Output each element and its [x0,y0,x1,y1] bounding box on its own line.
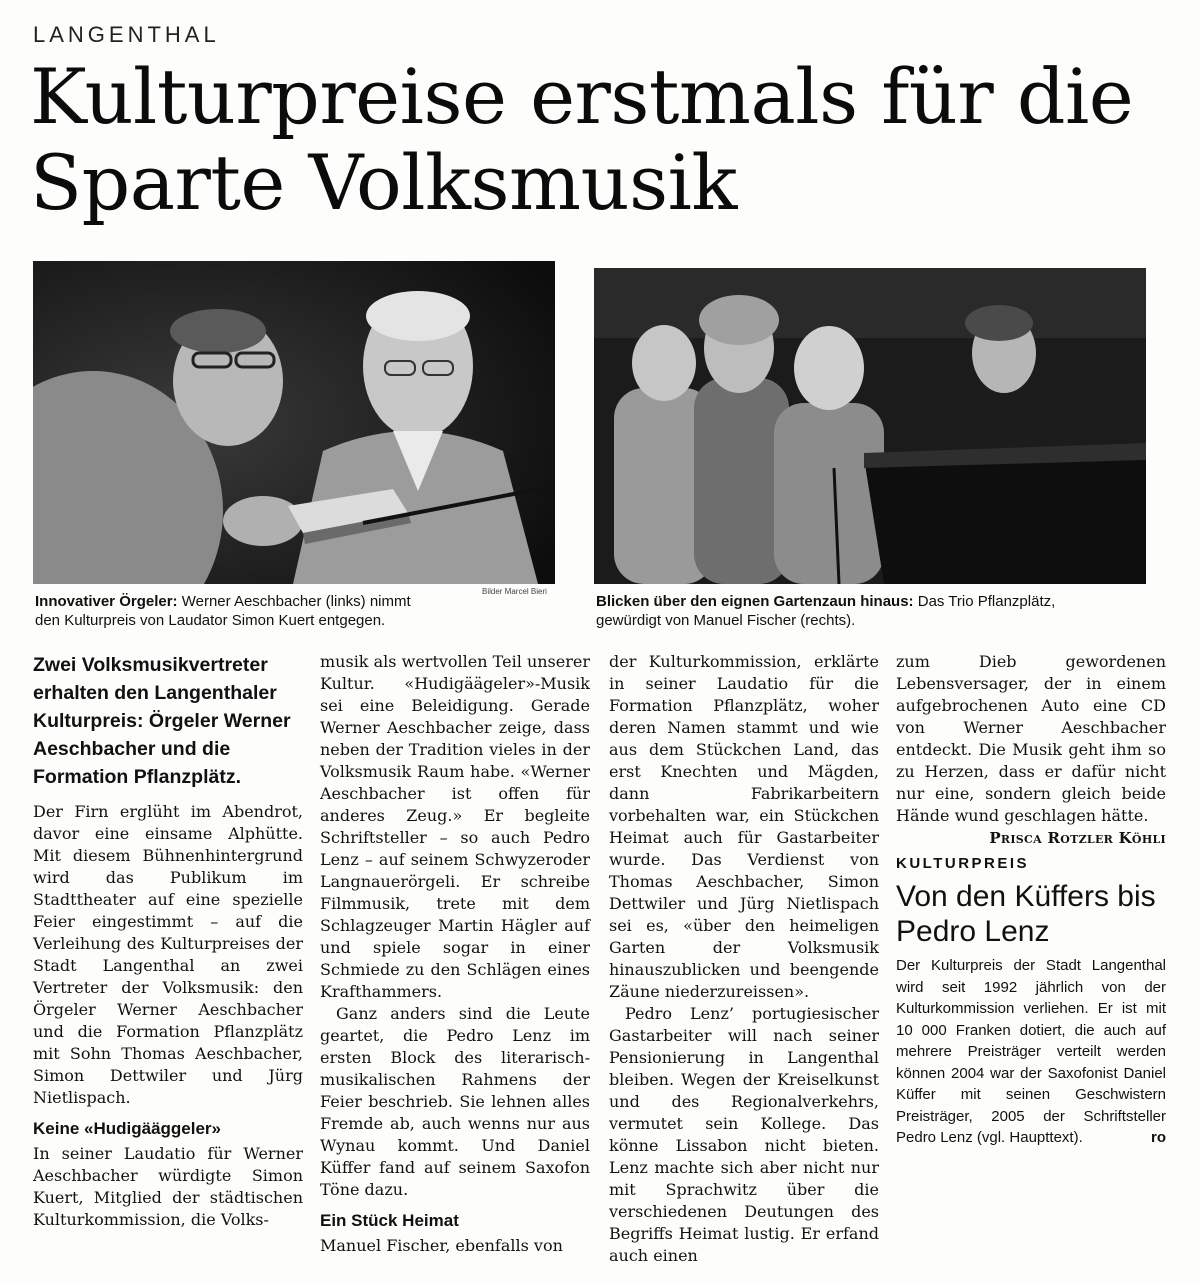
infobox-title: Von den Küffers bis Pedro Lenz [896,880,1156,948]
section-kicker: LANGENTHAL [33,22,220,47]
article-lead: Zwei Volksmusikvertreter erhalten den Langenthaler Kulturpreis: Örgeler Werner Aeschbacher und die Formation Pflanzplätz. [33,654,291,788]
paragraph: Ganz anders sind die Leute geartet, die Pedro Lenz im ersten Block des literarisch-musikalischen Rahmens der Feier beschrieb. Sie lehnen alles Fremde ab, auch wenns nur aus Wynau kommt. Und Daniel Küffer fand auf seinem Saxofon Töne dazu. [320,1004,590,1199]
paragraph: musik als wertvollen Teil unserer Kultur. «Hudigäägeler»-Musik sei eine Beleidigung. Gerade Werner Aeschbacher zeige, dass neben der Tradition vieles in der Volksmusik Raum habe. «Werner Aeschbacher ist offen für anderes Zeug.» Er begleite Schriftsteller – so auch Pedro Lenz – auf seinem Schwyzeroder Langnauerörgeli. Er schreibe Filmmusik, trete mit dem Schlagzeuger Martin Hägler auf und spiele sogar in einer Schmiede zu den Schlägen eines Krafthammers. [320,652,590,1001]
headline-line-2: Sparte Volksmusik [30,138,737,227]
article-column-4 [896,651,1166,1149]
photo-trio-pflanzplaetz [594,268,1146,584]
caption-2-line-1: Das Trio Pflanzplätz, [913,593,1056,610]
paragraph: In seiner Laudatio für Werner Aeschbacher würdigte Simon Kuert, Mitglied der städtischen Kulturkommission, die Volks- [33,1144,303,1229]
paragraph: Pedro Lenz’ portugiesischer Gastarbeiter will nach seiner Pensionierung in Langenthal bleiben. Wegen der Kreiselkunst und des Regionalverkehrs, vermutet sein Kollege. Das könne Lissabon nicht bieten. Lenz machte sich aber nicht nur mit Sprachwitz über die verschiedenen Deutungen des Begriffs Heimat lustig. Er erfand auch einen [609,1004,879,1265]
infobox-signature: ro [1151,1129,1166,1146]
infobox-text: Der Kulturpreis der Stadt Langenthal wird seit 1992 jährlich von der Kulturkommission verliehen. Er ist mit 10 000 Franken dotiert, die auch auf mehrere Preisträger verteilt werden können 2004 war der Saxofonist Daniel Küffer mit seinen Geschwistern Preisträger, 2005 der Schriftsteller Pedro Lenz (vgl. Haupttext). [896,957,1166,1146]
headline-line-1: Kulturpreise erstmals für die [30,52,1134,141]
paragraph: Der Firn erglüht im Abendrot, davor eine einsame Alphütte. Mit diesem Bühnenhintergrund wird das Publikum im Stadttheater auf eine spezielle Feier eingestimmt – auf die Verleihung des Kulturpreises der Stadt Langenthal an zwei Vertreter der Volksmusik: den Örgeler Werner Aeschbacher und die Formation Pflanzplätz mit Sohn Thomas Aeschbacher, Simon Dettwiler und Jürg Nietlispach. [33,802,303,1107]
article-column-2 [320,651,590,1257]
paragraph: der Kulturkommission, erklärte in seiner Laudatio für die Formation Pflanzplätz, woher deren Namen stammt und wie aus dem Stückchen Land, das erst Knechten und Mägden, dann Fabrikarbeitern vorbehalten war, ein Stückchen Heimat auch für Gastarbeiter wurde. Das Verdienst von Thomas Aeschbacher, Simon Dettwiler und Jürg Nietlispach sei es, «über den heimeligen Garten der Volksmusik hinauszublicken und beengende Zäune niederzureissen». [609,652,879,1001]
photo-credit: Bilder Marcel Bieri [482,587,547,596]
caption-2-line-2: gewürdigt von Manuel Fischer (rechts). [596,612,856,629]
photo-caption-2 [596,592,1156,630]
caption-1-bold: Innovativer Örgeler: [35,593,178,610]
caption-1-line-1: Werner Aeschbacher (links) nimmt [177,593,411,610]
article-column-1 [33,651,303,1231]
caption-2-bold: Blicken über den eignen Gartenzaun hinaus: [596,593,914,610]
article-column-3 [609,651,879,1267]
subheading-hudigaeggeler: Keine «Hudigääggeler» [33,1119,222,1138]
caption-1-line-2: den Kulturpreis von Laudator Simon Kuert entgegen. [35,612,386,629]
subheading-ein-stueck-heimat: Ein Stück Heimat [320,1211,459,1230]
author-byline: Prisca Rotzler Köhli [989,829,1166,847]
headline [30,54,1170,226]
photo-caption-1 [35,592,475,630]
infobox-kicker: KULTURPREIS [896,855,1030,872]
paragraph: zum Dieb gewordenen Lebensversager, der in einem aufgebrochenen Auto eine CD von Werner Aeschbacher entdeckt. Die Musik geht ihm so zu Herzen, dass er dafür nicht nur eine, sondern gleich beide Hände wund geschlagen hätte. [896,652,1166,825]
photo-aeschbacher-kuert [33,261,555,584]
paragraph: Manuel Fischer, ebenfalls von [320,1236,563,1255]
infobox-body [896,955,1166,1149]
